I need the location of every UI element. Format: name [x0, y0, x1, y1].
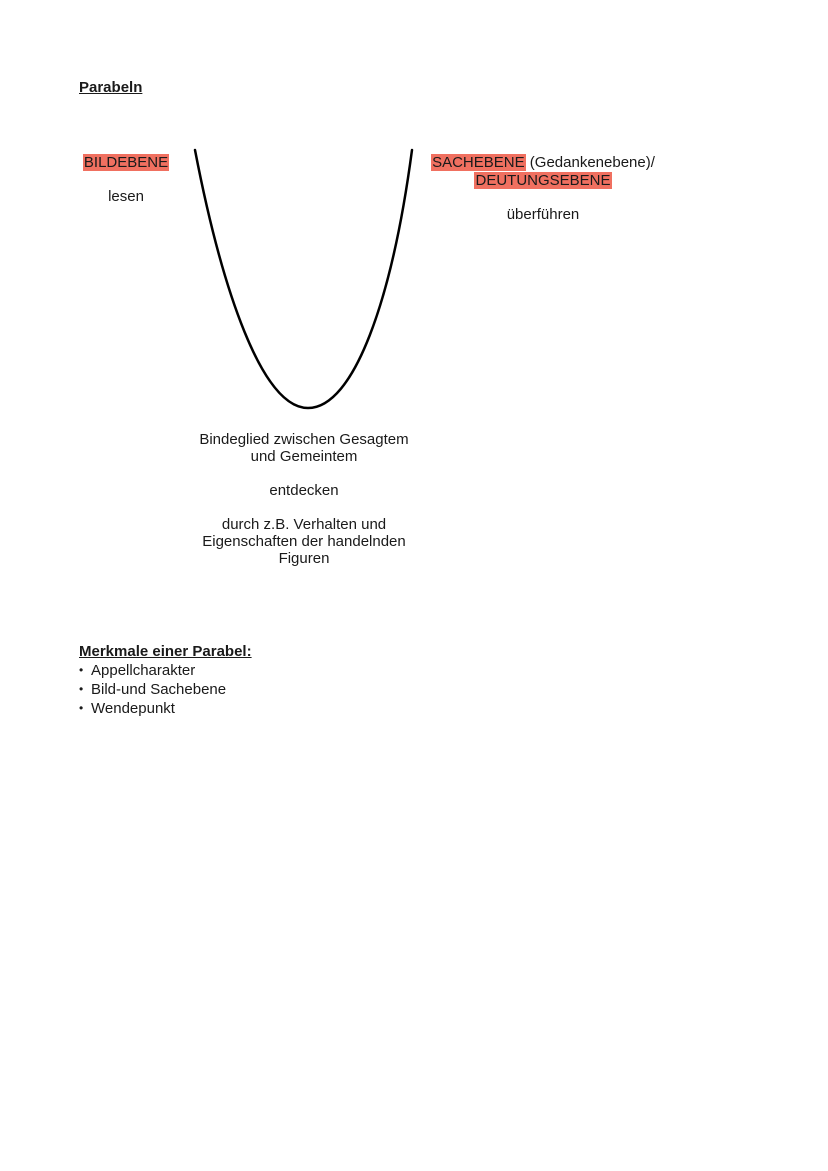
deutungsebene-label: DEUTUNGSEBENE: [475, 172, 611, 189]
list-item: [79, 661, 252, 680]
feature-label: Wendepunkt: [91, 700, 175, 717]
sachebene-suffix: (Gedankenebene)/: [525, 154, 655, 171]
bullet-icon: •: [79, 701, 84, 715]
features-list: [79, 661, 252, 718]
bildebene-label: BILDEBENE: [83, 154, 169, 171]
bildebene-verb: lesen: [108, 188, 144, 205]
bindeglied-desc-1: durch z.B. Verhalten und: [221, 516, 387, 533]
bindeglied-line-1: Bindeglied zwischen Gesagtem: [199, 431, 409, 448]
features-section: [79, 642, 252, 718]
sachebene-label: SACHEBENE: [432, 154, 525, 171]
sachebene-verb: überführen: [506, 206, 580, 223]
page-title: Parabeln: [79, 79, 143, 96]
bullet-icon: •: [79, 682, 84, 696]
bindeglied-line-2: und Gemeintem: [250, 448, 358, 465]
bindeglied-block: [170, 431, 438, 567]
feature-label: Appellcharakter: [91, 662, 196, 679]
features-heading: Merkmale einer Parabel:: [79, 643, 252, 660]
list-item: [79, 699, 252, 718]
bindeglied-desc-3: Figuren: [278, 550, 330, 567]
bullet-icon: •: [79, 663, 84, 677]
feature-label: Bild-und Sachebene: [91, 681, 227, 698]
list-item: [79, 680, 252, 699]
bildebene-block: [56, 154, 196, 206]
sachebene-block: [418, 154, 668, 224]
bindeglied-desc-2: Eigenschaften der handelnden: [202, 533, 406, 550]
bindeglied-verb: entdecken: [269, 482, 339, 499]
